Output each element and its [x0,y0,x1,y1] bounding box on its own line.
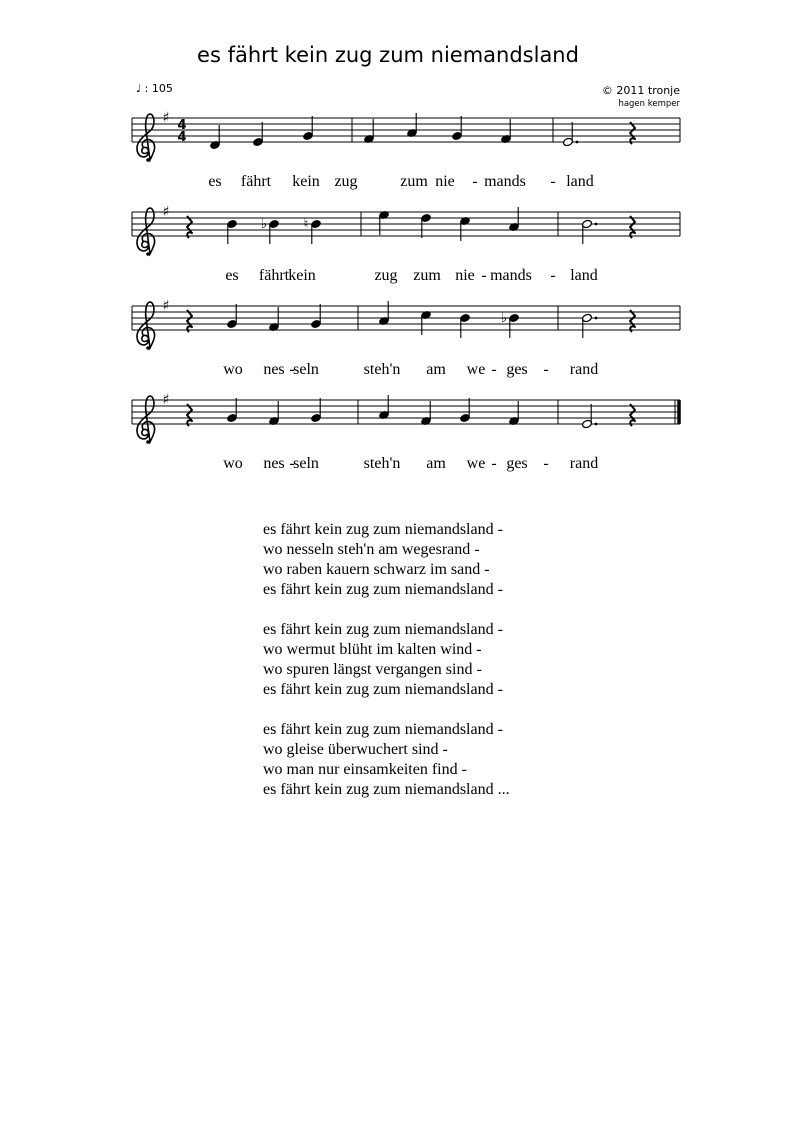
copyright: © 2011 tronje [601,84,680,97]
key-signature-sharp-icon: ♯ [162,110,170,126]
time-signature-top: 4 [177,118,187,133]
note [581,219,597,244]
lyric-syllable: kein [292,173,320,190]
note [310,304,321,329]
tempo-marking: ♩ : 105 [136,82,173,95]
note [378,395,389,420]
lyric-syllable: - [491,361,497,378]
lyric-syllable: nie [455,267,475,284]
quarter-rest-icon [630,216,635,238]
stanza [263,520,510,600]
treble-clef-icon [137,208,155,256]
score-systems [132,110,680,472]
lyric-syllable: zug [334,173,358,190]
quarter-rest-icon [187,404,192,426]
lyric-syllable: ges [506,361,528,378]
note [500,119,511,144]
note [310,398,321,423]
key-signature-sharp-icon: ♯ [162,392,170,408]
note [459,313,470,338]
augmentation-dot [595,223,598,226]
lyric-syllable: nes [263,361,285,378]
verse-line: wo raben kauern schwarz im sand - [263,561,490,578]
augmentation-dot [576,141,579,144]
note [363,119,374,144]
lyric-syllable: steh'n [363,455,401,472]
stanza [263,620,510,700]
lyric-syllable: wo [223,455,243,472]
time-signature-bottom: 4 [177,130,187,145]
lyric-syllable: nie [435,173,455,190]
lyric-syllable: wo [223,361,243,378]
quarter-rest-icon [630,404,635,426]
staff-system [132,204,680,284]
note [562,122,578,147]
lyric-syllable: - [289,361,295,378]
lyric-syllable: we [466,455,486,472]
treble-clef-icon [137,114,155,162]
lyric-syllable: zum [400,173,428,190]
lyric-syllable: land [570,267,598,284]
verse-line: es fährt kein zug zum niemandsland - [263,621,503,638]
lyric-syllable: nes [263,455,285,472]
verse-line: wo gleise überwuchert sind - [263,741,448,758]
key-signature-sharp-icon: ♯ [162,204,170,220]
note [420,310,431,335]
quarter-rest-icon [187,216,192,238]
note [378,210,389,235]
augmentation-dot [595,317,598,320]
note [581,404,597,429]
note [459,398,470,423]
treble-clef-icon [137,302,155,350]
lyric-syllable: - [543,455,549,472]
verse-line: es fährt kein zug zum niemandsland - [263,721,503,738]
flat-accidental-icon: ♭ [500,311,508,326]
lyric-syllable: es [225,267,239,284]
key-signature-sharp-icon: ♯ [162,298,170,314]
lyric-syllable: we [466,361,486,378]
verse-line: es fährt kein zug zum niemandsland ... [263,781,510,798]
lyric-syllable: - [289,455,295,472]
lyric-syllable: kein [288,267,316,284]
note [581,313,597,338]
lyric-syllable: es [208,173,222,190]
lyric-syllable: mands [490,267,532,284]
staff-system [132,298,680,378]
note [420,213,431,238]
treble-clef-icon [137,396,155,444]
staff-system [132,392,680,472]
verse-line: wo man nur einsamkeiten find - [263,761,467,778]
lyric-syllable: - [543,361,549,378]
lyric-syllable: seln [293,455,319,472]
verse-line: wo nesseln steh'n am wegesrand - [263,541,480,558]
staff-system [132,110,680,190]
note [459,216,470,241]
verse-line: es fährt kein zug zum niemandsland - [263,581,503,598]
note [378,301,389,326]
natural-accidental-icon: ♮ [303,217,309,232]
quarter-rest-icon [630,122,635,144]
note [406,113,417,138]
note [268,307,279,332]
quarter-rest-icon [630,310,635,332]
verse-line: es fährt kein zug zum niemandsland - [263,681,503,698]
quarter-rest-icon [187,310,192,332]
lyric-syllable: - [491,455,497,472]
note [302,116,313,141]
lyric-syllable: am [426,455,446,472]
flat-accidental-icon: ♭ [260,217,268,232]
lyric-syllable: mands [484,173,526,190]
note [451,116,462,141]
note [508,401,519,426]
lyric-syllable: zum [413,267,441,284]
note [226,398,237,423]
lyric-syllable: land [566,173,594,190]
stanza [263,720,510,800]
lyric-syllable: fährt [240,173,272,190]
note [508,207,519,232]
song-title: es fährt kein zug zum niemandsland [197,43,579,67]
lyric-syllable: - [481,267,487,284]
note [252,122,263,147]
lyric-syllable: rand [569,361,599,378]
lyric-syllable: seln [293,361,319,378]
author: hagen kemper [618,99,680,109]
note [268,401,279,426]
note [226,219,237,244]
lyric-syllable: - [472,173,478,190]
verse-line: wo spuren längst vergangen sind - [263,661,482,678]
lyric-syllable: am [426,361,446,378]
note [420,401,431,426]
lyric-syllable: rand [569,455,599,472]
lyric-syllable: - [550,173,556,190]
lyric-syllable: zug [374,267,398,284]
verse-line: es fährt kein zug zum niemandsland - [263,521,503,538]
lyric-syllable: steh'n [363,361,401,378]
note [226,304,237,329]
lyric-syllable: - [550,267,556,284]
augmentation-dot [595,423,598,426]
verses [263,520,510,820]
lyric-syllable: fährt [258,267,290,284]
verse-line: wo wermut blüht im kalten wind - [263,641,482,658]
lyric-syllable: ges [506,455,528,472]
note [209,125,220,150]
